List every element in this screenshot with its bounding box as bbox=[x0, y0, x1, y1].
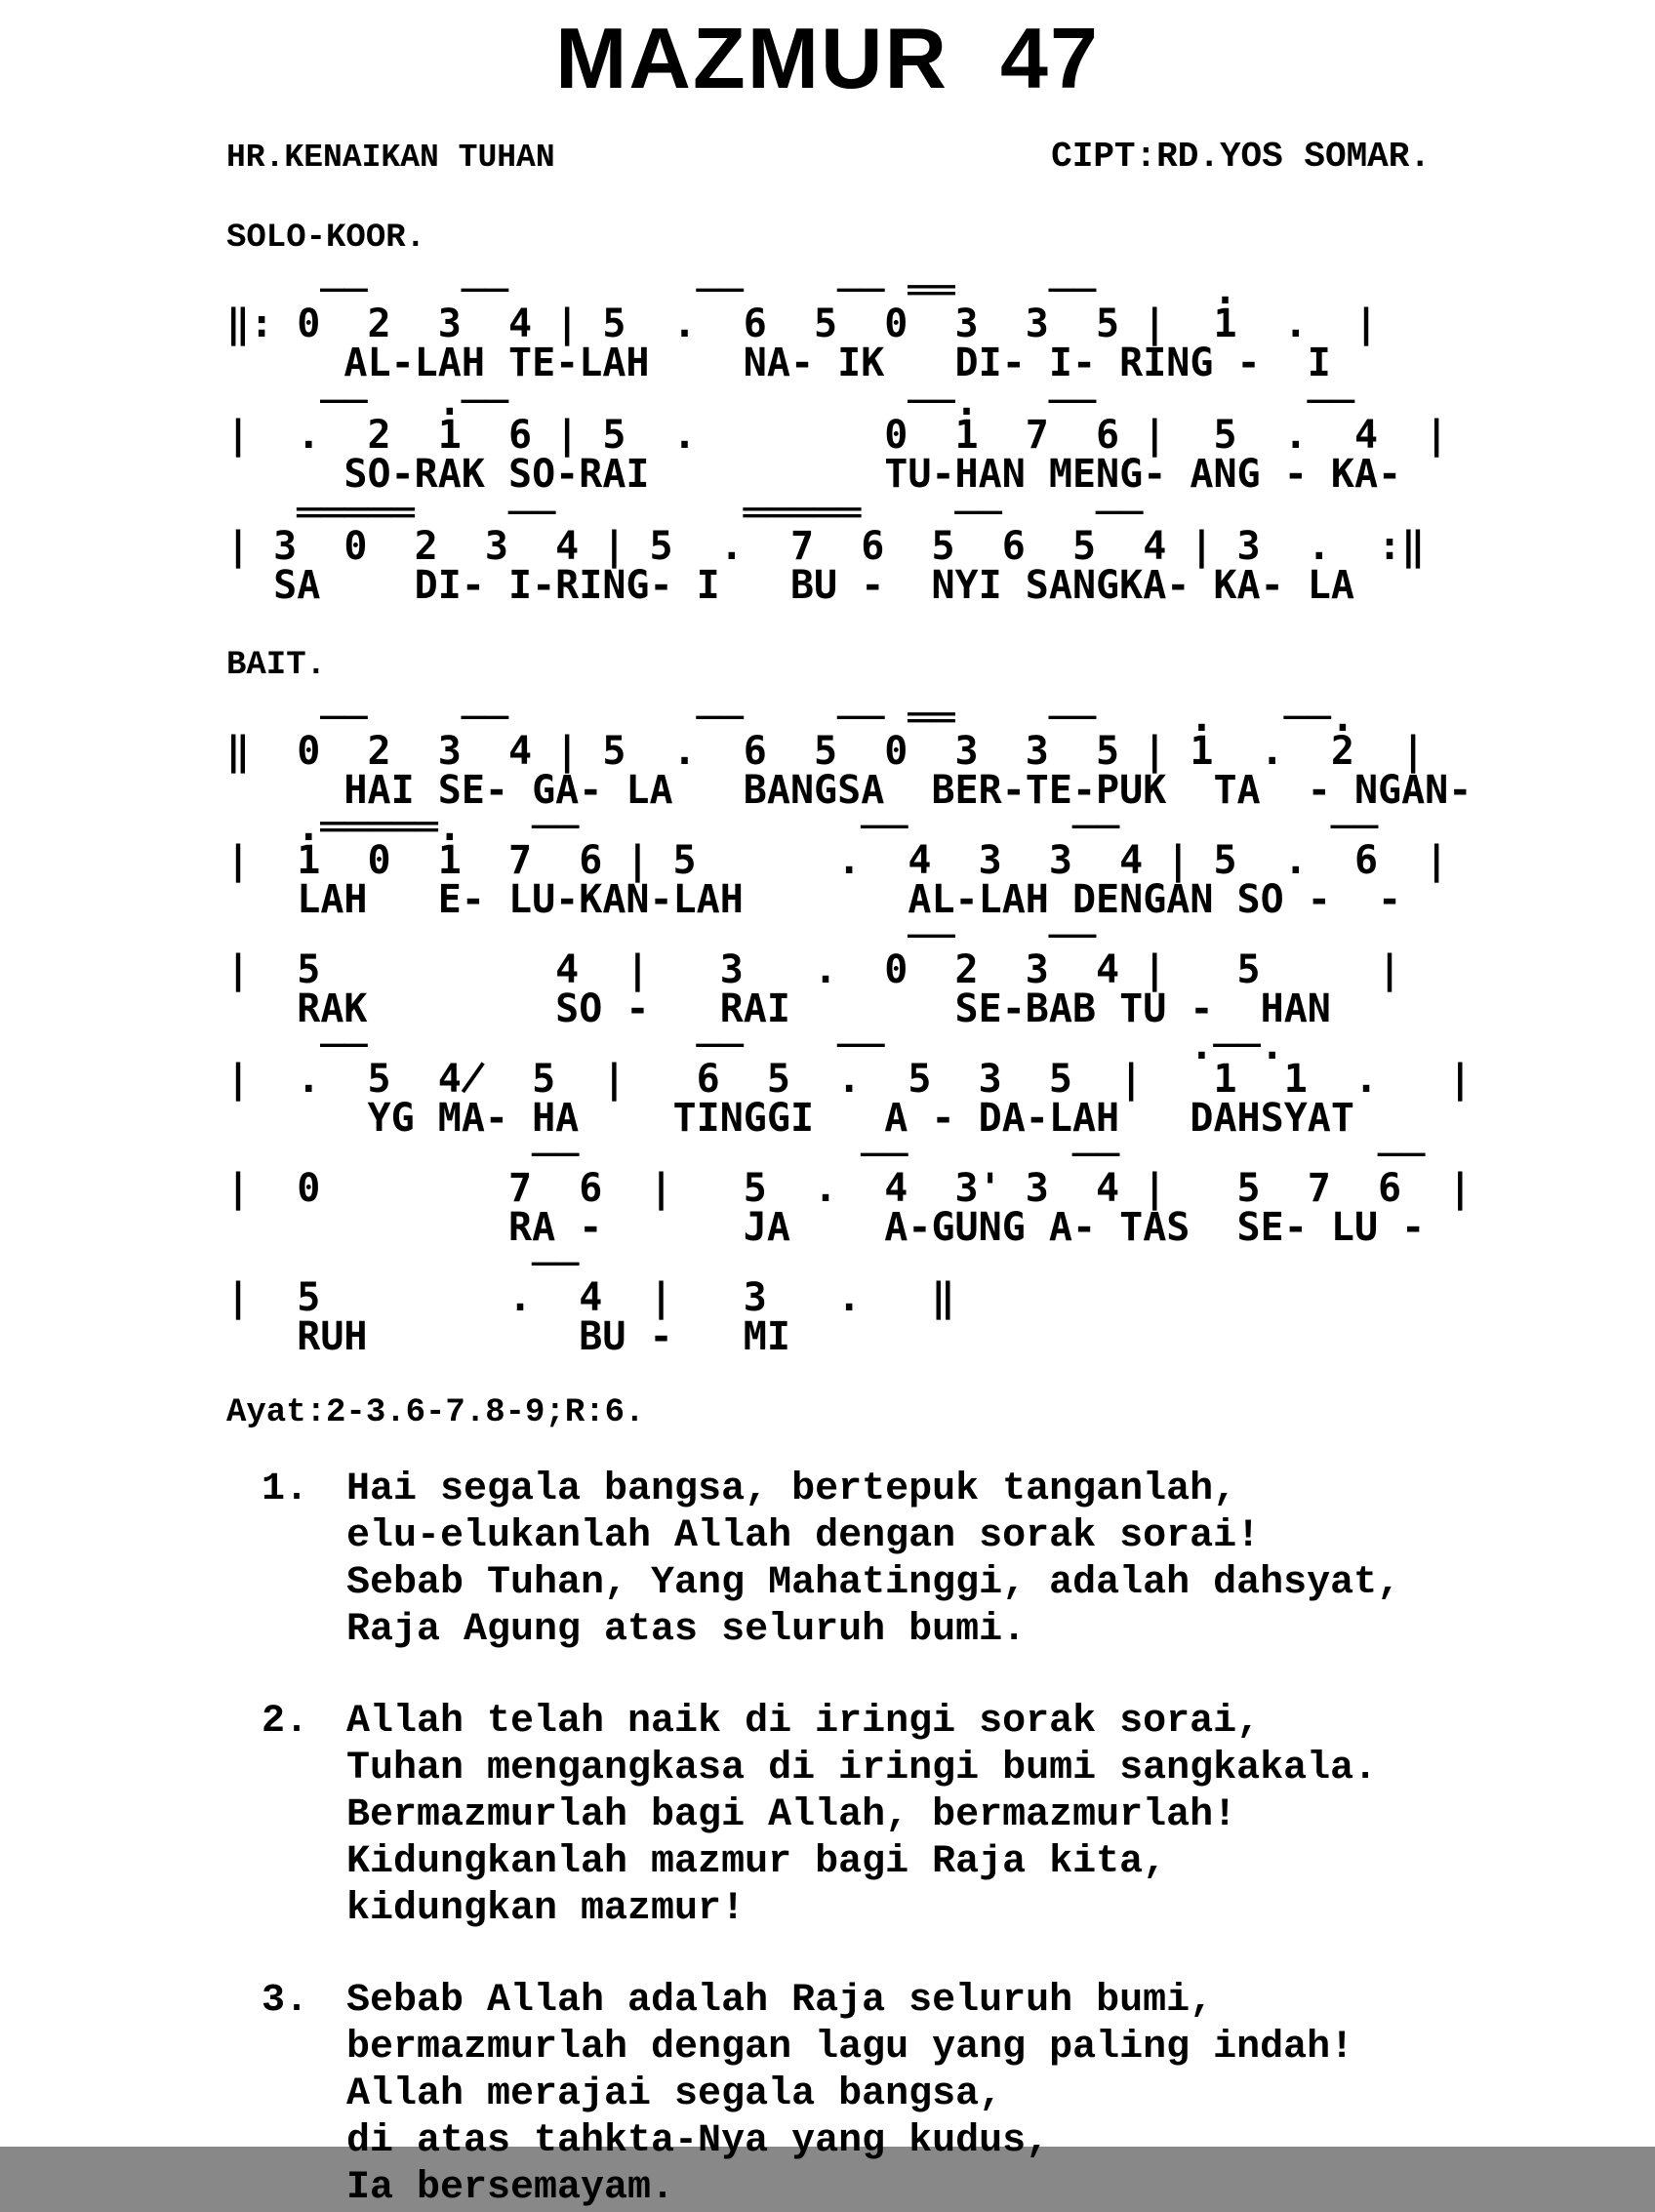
notation-system bbox=[226, 696, 1655, 813]
note-row: ‖ 0 2 3 4 | 5 . 6 5 0 3 3 5 | 1 . 2 | bbox=[226, 729, 1426, 774]
notation-system bbox=[226, 1133, 1655, 1250]
page-title: MAZMUR 47 bbox=[555, 10, 1100, 106]
notation-system bbox=[226, 1024, 1655, 1141]
beam-row: ── ── bbox=[226, 914, 1097, 959]
beam-row: ── ── ── ── ══ ── . bbox=[226, 268, 1237, 313]
note-row: | . 5 4̸ 5 | 6 5 . 5 3 5 | 1 1 . | bbox=[226, 1057, 1473, 1102]
verse-3 bbox=[262, 1978, 1655, 2212]
lyric-row: YG MA- HA TINGGI A - DA-LAH DAHSYAT bbox=[226, 1096, 1354, 1141]
verse-line: Allah telah naik di iringi sorak sorai, bbox=[346, 1700, 1261, 1744]
beam-row: ── bbox=[226, 1242, 580, 1287]
beam-row: ── ── ── ── bbox=[226, 1133, 1426, 1178]
occasion-heading: HR.KENAIKAN TUHAN bbox=[226, 140, 555, 176]
note-row: | 0 7 6 | 5 . 4 3' 3 4 | 5 7 6 | bbox=[226, 1166, 1473, 1211]
beam-row: ── ── ── .──. bbox=[226, 1024, 1284, 1068]
verse-lines bbox=[346, 1978, 1655, 2212]
notation-system bbox=[226, 491, 1655, 608]
verse-line: Kidungkanlah mazmur bagi Raja kita, bbox=[346, 1840, 1167, 1884]
verse-number: 3. bbox=[262, 1979, 309, 2023]
beam-row: ── ── ── ── ══ ── . ──. bbox=[226, 696, 1354, 741]
verse-line: Ia bersemayam. bbox=[346, 2166, 675, 2210]
solo-koor-heading: SOLO-KOOR. bbox=[226, 220, 426, 257]
bait-notation-block bbox=[226, 696, 1655, 1359]
note-row: ‖: 0 2 3 4 | 5 . 6 5 0 3 3 5 | 1 . | bbox=[226, 302, 1379, 346]
composer-credit: CIPT:RD.YOS SOMAR. bbox=[1051, 137, 1431, 177]
solo-notation-block bbox=[226, 268, 1655, 608]
verse-number: 1. bbox=[262, 1468, 309, 1511]
notation-system bbox=[226, 268, 1655, 385]
verse-line: di atas tahkta-Nya yang kudus, bbox=[346, 2119, 1050, 2163]
verse-line: Raja Agung atas seluruh bumi. bbox=[346, 1608, 1027, 1652]
lyric-row: AL-LAH TE-LAH NA- IK DI- I- RING - I bbox=[226, 341, 1331, 385]
notation-system bbox=[226, 914, 1655, 1031]
notation-system bbox=[226, 805, 1655, 922]
ayat-heading: Ayat:2-3.6-7.8-9;R:6. bbox=[226, 1394, 645, 1431]
lyric-row: RUH BU - MI bbox=[226, 1314, 790, 1359]
verse-line: Sebab Allah adalah Raja seluruh bumi, bbox=[346, 1979, 1214, 2023]
lyric-row: SO-RAK SO-RAI TU-HAN MENG- ANG - KA- bbox=[226, 452, 1402, 497]
verse-line: kidungkan mazmur! bbox=[346, 1887, 746, 1931]
beam-row: .═════. ── ── ── ── bbox=[226, 805, 1379, 850]
lyric-row: RA - JA A-GUNG A- TAS SE- LU - bbox=[226, 1205, 1426, 1250]
beam-row: ── .── ──. ── ── bbox=[226, 380, 1354, 424]
verse-number: 2. bbox=[262, 1700, 309, 1744]
bait-heading: BAIT. bbox=[226, 647, 327, 684]
verse-line: elu-elukanlah Allah dengan sorak sorai! bbox=[346, 1514, 1261, 1558]
beam-row: ═════ ── ═════ ── ── bbox=[226, 491, 1144, 536]
verses-block bbox=[262, 1467, 1655, 2212]
lyric-row: SA DI- I-RING- I BU - NYI SANGKA- KA- LA bbox=[226, 563, 1354, 608]
verse-line: Bermazmurlah bagi Allah, bermazmurlah! bbox=[346, 1793, 1237, 1837]
verse-line: Allah merajai segala bangsa, bbox=[346, 2072, 1003, 2116]
note-row: | 3 0 2 3 4 | 5 . 7 6 5 6 5 4 | 3 . :‖ bbox=[226, 524, 1426, 569]
header-row bbox=[226, 137, 1431, 177]
notation-system bbox=[226, 1242, 1655, 1359]
verse-line: Sebab Tuhan, Yang Mahatinggi, adalah dahsyat, bbox=[346, 1561, 1401, 1605]
verse-line: Tuhan mengangkasa di iringi bumi sangkakala. bbox=[346, 1747, 1378, 1790]
verse-line: Hai segala bangsa, bertepuk tanganlah, bbox=[346, 1468, 1237, 1511]
verse-2 bbox=[262, 1699, 1655, 1933]
lyric-row: RAK SO - RAI SE-BAB TU - HAN bbox=[226, 986, 1331, 1031]
verse-lines bbox=[346, 1699, 1655, 1933]
note-row: | 1 0 1 7 6 | 5 . 4 3 3 4 | 5 . 6 | bbox=[226, 838, 1449, 883]
note-row: | 5 . 4 | 3 . ‖ bbox=[226, 1275, 955, 1320]
lyric-row: HAI SE- GA- LA BANGSA BER-TE-PUK TA - NGAN- bbox=[226, 768, 1473, 813]
verse-lines bbox=[346, 1467, 1655, 1654]
notation-system bbox=[226, 380, 1655, 497]
note-row: | . 2 1 6 | 5 . 0 1 7 6 | 5 . 4 | bbox=[226, 413, 1449, 458]
verse-line: bermazmurlah dengan lagu yang paling indah! bbox=[346, 2026, 1354, 2070]
lyric-row: LAH E- LU-KAN-LAH AL-LAH DENGAN SO - - bbox=[226, 877, 1402, 922]
verse-1 bbox=[262, 1467, 1655, 1654]
note-row: | 5 4 | 3 . 0 2 3 4 | 5 | bbox=[226, 947, 1402, 992]
